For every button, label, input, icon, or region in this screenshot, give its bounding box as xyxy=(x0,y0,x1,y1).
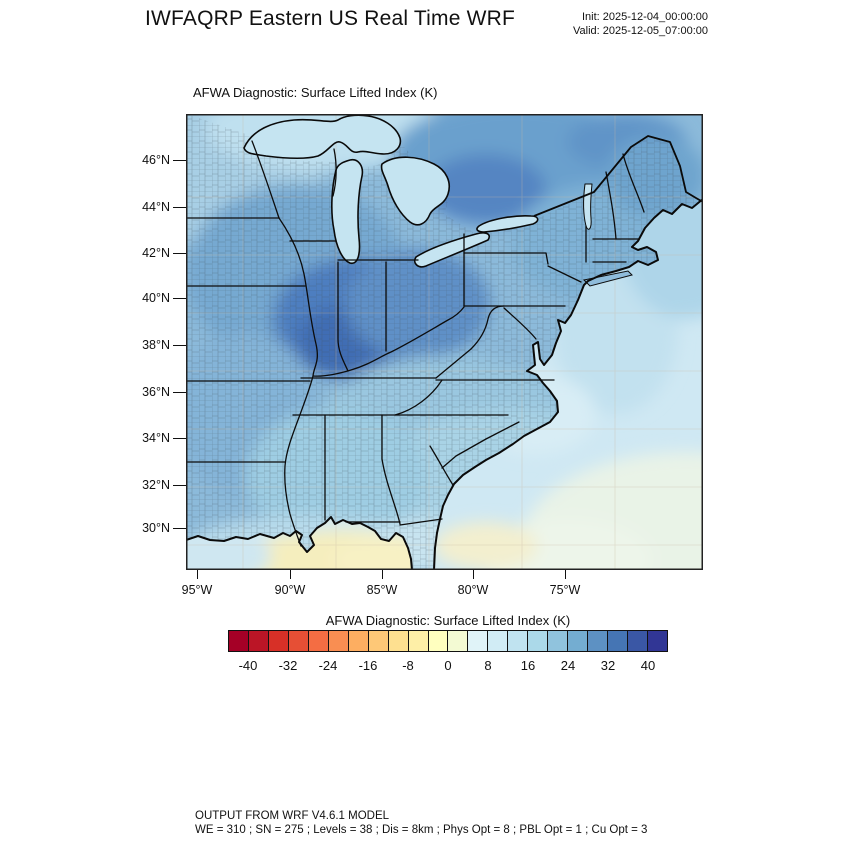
colorbar-tick-label: -24 xyxy=(318,658,338,673)
lat-tick-mark xyxy=(173,298,186,299)
lat-tick-label: 42°N xyxy=(142,246,170,260)
colorbar-cell xyxy=(628,631,648,651)
lon-tick-mark xyxy=(565,570,566,579)
run-timestamps xyxy=(480,10,708,38)
page-title: IWFAQRP Eastern US Real Time WRF xyxy=(144,7,516,30)
colorbar-cell xyxy=(389,631,409,651)
colorbar-cell xyxy=(508,631,528,651)
lat-tick-label: 44°N xyxy=(142,200,170,214)
colorbar-cell xyxy=(648,631,667,651)
colorbar-cell xyxy=(309,631,329,651)
lat-tick-label: 34°N xyxy=(142,431,170,445)
colorbar-tick-label: 40 xyxy=(640,658,656,673)
lon-tick-label: 90°W xyxy=(274,583,306,597)
colorbar-tick-label: 24 xyxy=(560,658,576,673)
footer-config-line: WE = 310 ; SN = 275 ; Levels = 38 ; Dis = 8km ; Phys Opt = 8 ; PBL Opt = 1 ; Cu Opt = 3 xyxy=(195,824,648,836)
lat-tick-mark xyxy=(173,528,186,529)
lon-tick-label: 85°W xyxy=(366,583,398,597)
lat-tick-label: 32°N xyxy=(142,478,170,492)
colorbar-cell xyxy=(488,631,508,651)
lon-tick-label: 80°W xyxy=(457,583,489,597)
lat-tick-mark xyxy=(173,438,186,439)
lat-tick-label: 38°N xyxy=(142,338,170,352)
colorbar-tick-label: -8 xyxy=(402,658,414,673)
colorbar-cell xyxy=(548,631,568,651)
colorbar-tick-label: 0 xyxy=(444,658,452,673)
lake-champlain xyxy=(584,184,592,229)
colorbar-cell xyxy=(249,631,269,651)
lat-tick-mark xyxy=(173,345,186,346)
lon-tick-mark xyxy=(382,570,383,579)
lat-tick-label: 30°N xyxy=(142,521,170,535)
colorbar-cell xyxy=(229,631,249,651)
lat-tick-mark xyxy=(173,392,186,393)
colorbar-cells xyxy=(228,630,668,652)
map-title: AFWA Diagnostic: Surface Lifted Index (K) xyxy=(193,85,438,100)
lat-tick-mark xyxy=(173,160,186,161)
colorbar-cell xyxy=(409,631,429,651)
colorbar-cell xyxy=(588,631,608,651)
lon-tick-mark xyxy=(197,570,198,579)
lat-tick-mark xyxy=(173,253,186,254)
colorbar-cell xyxy=(568,631,588,651)
footer-model-line: OUTPUT FROM WRF V4.6.1 MODEL xyxy=(195,810,390,822)
lat-tick-mark xyxy=(173,207,186,208)
colorbar-title: AFWA Diagnostic: Surface Lifted Index (K) xyxy=(325,613,571,628)
colorbar-tick-label: -40 xyxy=(238,658,258,673)
colorbar-cell xyxy=(429,631,449,651)
lon-tick-mark xyxy=(473,570,474,579)
colorbar-cell xyxy=(608,631,628,651)
colorbar-tick-label: 16 xyxy=(520,658,536,673)
colorbar-cell xyxy=(329,631,349,651)
lon-tick-mark xyxy=(290,570,291,579)
colorbar-cell xyxy=(349,631,369,651)
init-timestamp: Init: 2025-12-04_00:00:00 xyxy=(582,11,708,23)
lat-tick-label: 40°N xyxy=(142,291,170,305)
colorbar-cell xyxy=(528,631,548,651)
colorbar-tick-label: 32 xyxy=(600,658,616,673)
colorbar-tick-label: -32 xyxy=(278,658,298,673)
colorbar-cell xyxy=(448,631,468,651)
lat-tick-label: 46°N xyxy=(142,153,170,167)
valid-timestamp: Valid: 2025-12-05_07:00:00 xyxy=(573,25,708,37)
lon-tick-label: 75°W xyxy=(549,583,581,597)
colorbar-tick-label: -16 xyxy=(358,658,378,673)
colorbar-tick-label: 8 xyxy=(484,658,492,673)
colorbar-cell xyxy=(369,631,389,651)
lat-tick-mark xyxy=(173,485,186,486)
lon-tick-label: 95°W xyxy=(181,583,213,597)
lat-tick-label: 36°N xyxy=(142,385,170,399)
wrf-map xyxy=(186,114,703,570)
colorbar-cell xyxy=(468,631,488,651)
colorbar-cell xyxy=(289,631,309,651)
colorbar-cell xyxy=(269,631,289,651)
